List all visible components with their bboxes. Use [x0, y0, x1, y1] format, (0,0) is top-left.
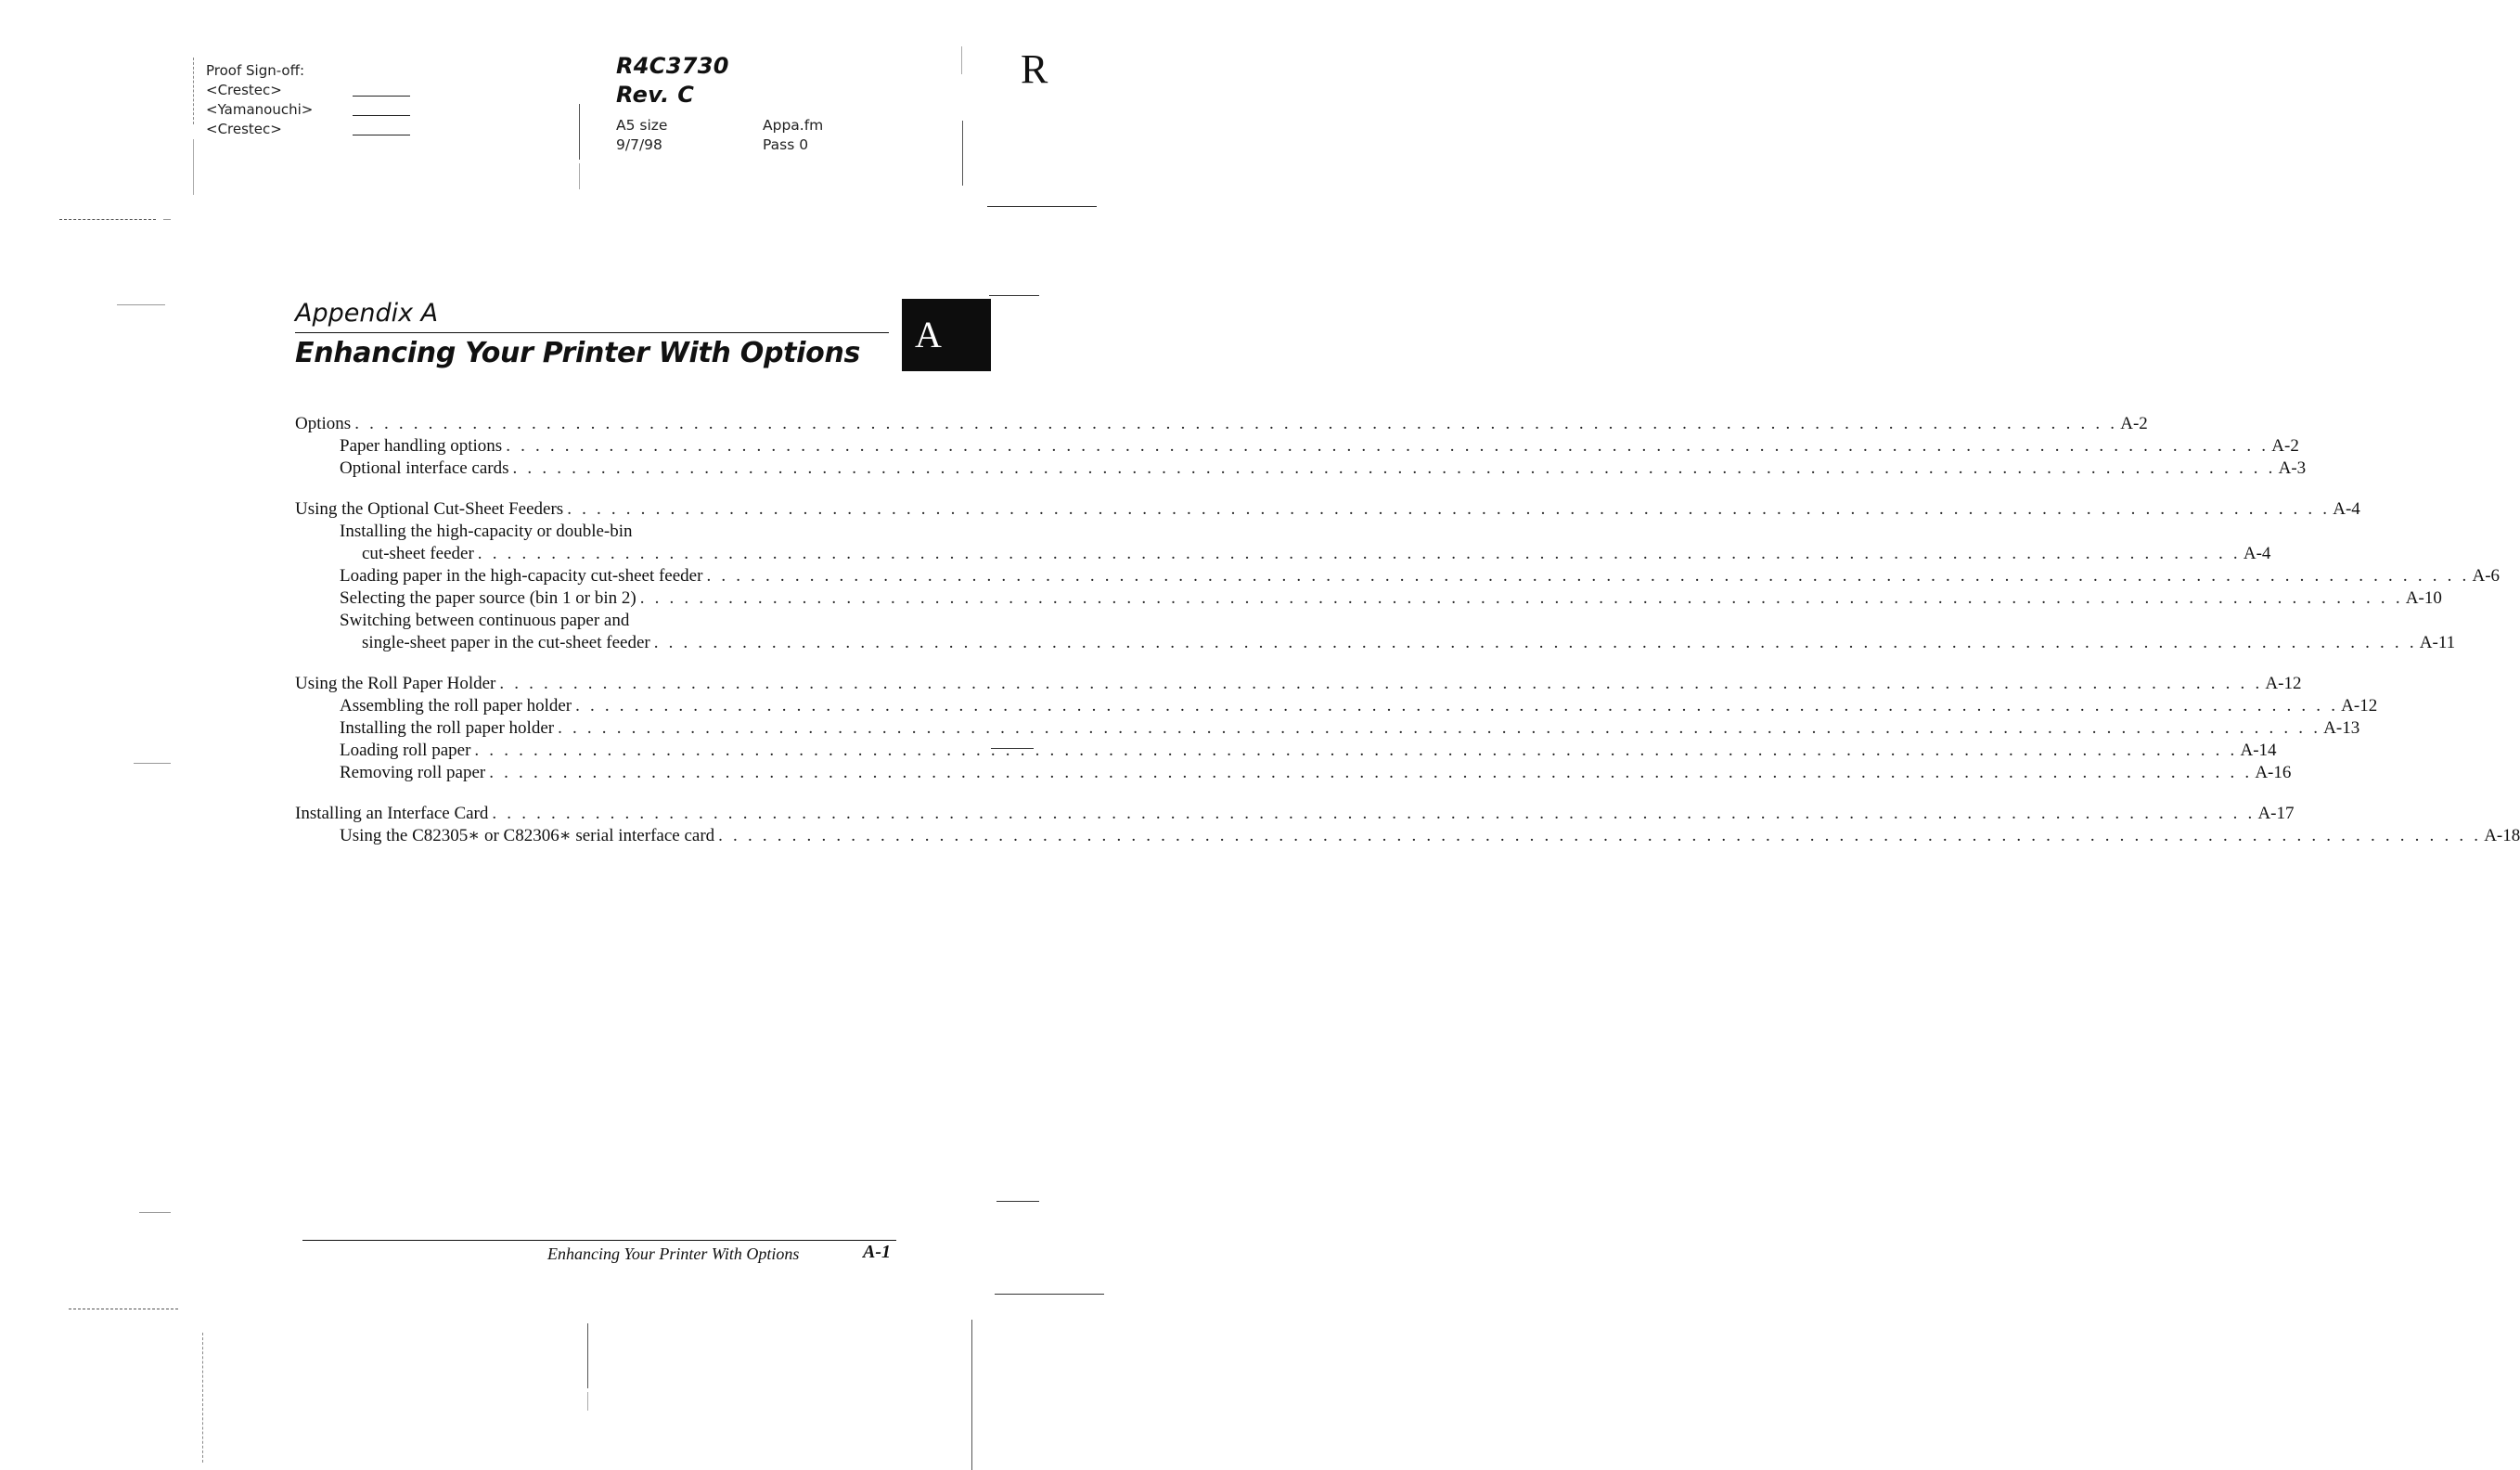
crop-mark [587, 1323, 588, 1388]
toc-entry[interactable] [295, 673, 2302, 695]
crop-mark [134, 763, 171, 764]
signature-line [353, 123, 410, 135]
toc-entry-page: A-6 [2472, 566, 2501, 586]
toc-entry[interactable] [295, 521, 889, 543]
signature-line [353, 104, 410, 116]
toc-section [295, 498, 2501, 654]
toc-leader-dots: . . . . . . . . . . . . . . . . . . . . . . . . . . . . . . . . . . . . . . . . . . . . . . . . . . . . . . . . . . . . . . . . . . . . . . . . . . . . . . . . . . . . . . . . . . . . . . . . . . . . . . . . . . . . . . . . . . . . . . . . [354, 414, 2118, 433]
toc-section [295, 673, 2378, 784]
crop-mark [989, 295, 1039, 296]
toc-entry-label: Paper handling options [340, 436, 503, 456]
toc-entry[interactable] [295, 543, 2271, 565]
table-of-contents [295, 413, 2520, 866]
toc-entry[interactable] [295, 413, 2148, 435]
document-code: R4C3730 [616, 53, 729, 79]
toc-leader-dots: . . . . . . . . . . . . . . . . . . . . . . . . . . . . . . . . . . . . . . . . . . . . . . . . . . . . . . . . . . . . . . . . . . . . . . . . . . . . . . . . . . . . . . . . . . . . . . . . . . . . . . . . . . . . . . . . . . . . . . . . [512, 458, 2276, 478]
toc-entry-label: Options [295, 414, 352, 433]
crop-mark [961, 46, 962, 74]
toc-entry-label: Loading paper in the high-capacity cut-sheet feeder [340, 566, 703, 586]
toc-leader-dots: . . . . . . . . . . . . . . . . . . . . . . . . . . . . . . . . . . . . . . . . . . . . . . . . . . . . . . . . . . . . . . . . . . . . . . . . . . . . . . . . . . . . . . . . . . . . . . . . . . . . . . . . . . . . . . . . . . . . . . . . [499, 674, 2263, 693]
chapter-thumb-tab: A [902, 299, 991, 371]
document-pass: Pass 0 [763, 136, 809, 153]
proof-signer-row [206, 81, 410, 100]
appendix-label: Appendix A [295, 299, 439, 328]
toc-entry[interactable] [295, 632, 2456, 654]
crop-mark [139, 1212, 171, 1213]
toc-entry-page: A-12 [2341, 696, 2378, 716]
crop-mark [995, 1294, 1104, 1295]
toc-leader-dots: . . . . . . . . . . . . . . . . . . . . . . . . . . . . . . . . . . . . . . . . . . . . . . . . . . . . . . . . . . . . . . . . . . . . . . . . . . . . . . . . . . . . . . . . . . . . . . . . . . . . . . . . . . . . . . . . . . . . . . . . [506, 436, 2269, 456]
toc-leader-dots: . . . . . . . . . . . . . . . . . . . . . . . . . . . . . . . . . . . . . . . . . . . . . . . . . . . . . . . . . . . . . . . . . . . . . . . . . . . . . . . . . . . . . . . . . . . . . . . . . . . . . . . . . . . . . . . . . . . . . . . . [477, 544, 2241, 563]
toc-entry-label: Installing an Interface Card [295, 804, 489, 823]
document-file: Appa.fm [763, 117, 824, 134]
toc-entry[interactable] [295, 498, 2360, 521]
toc-entry-page: A-4 [2333, 499, 2360, 519]
toc-leader-dots: . . . . . . . . . . . . . . . . . . . . . . . . . . . . . . . . . . . . . . . . . . . . . . . . . . . . . . . . . . . . . . . . . . . . . . . . . . . . . . . . . . . . . . . . . . . . . . . . . . . . . . . . . . . . . . . . . . . . . . . . [492, 804, 2256, 823]
toc-entry-label: Assembling the roll paper holder [340, 696, 572, 716]
document-id [616, 52, 729, 110]
crop-mark [163, 219, 171, 220]
toc-entry[interactable] [295, 825, 2520, 847]
proof-signer: <Yamanouchi> [206, 101, 314, 118]
toc-section [295, 413, 2307, 480]
proof-signer: <Crestec> [206, 82, 282, 98]
toc-entry-page: A-3 [2278, 458, 2307, 478]
toc-entry[interactable] [295, 803, 2295, 825]
crop-mark [587, 1392, 588, 1411]
toc-entry-label: cut-sheet feeder [362, 544, 474, 563]
toc-entry-page: A-18 [2484, 826, 2520, 845]
toc-entry-label: single-sheet paper in the cut-sheet feeder [362, 633, 650, 652]
toc-entry[interactable] [295, 435, 2299, 458]
toc-entry-label: Installing the roll paper holder [340, 718, 555, 738]
toc-leader-dots: . . . . . . . . . . . . . . . . . . . . . . . . . . . . . . . . . . . . . . . . . . . . . . . . . . . . . . . . . . . . . . . . . . . . . . . . . . . . . . . . . . . . . . . . . . . . . . . . . . . . . . . . . . . . . . . . . . . . . . . . [489, 763, 2253, 782]
toc-entry-label: Using the Roll Paper Holder [295, 674, 496, 693]
proof-signoff [206, 61, 410, 139]
proof-heading: Proof Sign-off: [206, 62, 304, 79]
document-size: A5 size [616, 117, 668, 134]
toc-entry-page: A-4 [2243, 544, 2271, 563]
document-meta-right [763, 116, 823, 155]
toc-entry-label: Switching between continuous paper and [340, 611, 630, 630]
proof-signer-row [206, 100, 410, 120]
toc-entry-page: A-10 [2405, 588, 2442, 608]
toc-entry-page: A-14 [2240, 741, 2277, 760]
toc-leader-dots: . . . . . . . . . . . . . . . . . . . . . . . . . . . . . . . . . . . . . . . . . . . . . . . . . . . . . . . . . . . . . . . . . . . . . . . . . . . . . . . . . . . . . . . . . . . . . . . . . . . . . . . . . . . . . . . . . . . . . . . . [575, 696, 2339, 716]
toc-leader-dots: . . . . . . . . . . . . . . . . . . . . . . . . . . . . . . . . . . . . . . . . . . . . . . . . . . . . . . . . . . . . . . . . . . . . . . . . . . . . . . . . . . . . . . . . . . . . . . . . . . . . . . . . . . . . . . . . . . . . . . . . [706, 566, 2470, 586]
crop-mark [996, 1201, 1039, 1202]
toc-entry-page: A-13 [2323, 718, 2360, 738]
toc-entry-page: A-12 [2265, 674, 2302, 693]
toc-leader-dots: . . . . . . . . . . . . . . . . . . . . . . . . . . . . . . . . . . . . . . . . . . . . . . . . . . . . . . . . . . . . . . . . . . . . . . . . . . . . . . . . . . . . . . . . . . . . . . . . . . . . . . . . . . . . . . . . . . . . . . . . [639, 588, 2403, 608]
crop-mark [579, 104, 580, 160]
crop-mark [202, 1333, 203, 1463]
footer-title: Enhancing Your Printer With Options [547, 1244, 800, 1263]
toc-entry-page: A-17 [2257, 804, 2295, 823]
crop-mark [971, 1320, 972, 1470]
proof-signer-row [206, 120, 410, 139]
toc-leader-dots: . . . . . . . . . . . . . . . . . . . . . . . . . . . . . . . . . . . . . . . . . . . . . . . . . . . . . . . . . . . . . . . . . . . . . . . . . . . . . . . . . . . . . . . . . . . . . . . . . . . . . . . . . . . . . . . . . . . . . . . . [474, 741, 2238, 760]
crop-mark [117, 304, 165, 305]
toc-leader-dots: . . . . . . . . . . . . . . . . . . . . . . . . . . . . . . . . . . . . . . . . . . . . . . . . . . . . . . . . . . . . . . . . . . . . . . . . . . . . . . . . . . . . . . . . . . . . . . . . . . . . . . . . . . . . . . . . . . . . . . . . [558, 718, 2321, 738]
crop-mark [579, 163, 580, 189]
toc-entry[interactable] [295, 717, 2360, 740]
document-revision: Rev. C [616, 82, 695, 108]
toc-entry[interactable] [295, 740, 2277, 762]
signature-line [353, 84, 410, 97]
title-rule [295, 332, 889, 333]
page-number: A-1 [863, 1242, 891, 1262]
toc-section [295, 803, 2520, 847]
document-meta-left [616, 116, 667, 155]
toc-entry-label: Using the C82305∗ or C82306∗ serial interface card [340, 826, 715, 845]
toc-leader-dots: . . . . . . . . . . . . . . . . . . . . . . . . . . . . . . . . . . . . . . . . . . . . . . . . . . . . . . . . . . . . . . . . . . . . . . . . . . . . . . . . . . . . . . . . . . . . . . . . . . . . . . . . . . . . . . . . . . . . . . . . [718, 826, 2482, 845]
crop-mark [987, 206, 1097, 207]
toc-entry-label: Loading roll paper [340, 741, 471, 760]
crop-mark [962, 121, 963, 186]
toc-entry-page: A-11 [2419, 633, 2456, 652]
toc-entry[interactable] [295, 587, 2442, 610]
toc-entry[interactable] [295, 458, 2307, 480]
toc-entry-label: Optional interface cards [340, 458, 509, 478]
toc-entry[interactable] [295, 762, 2292, 784]
toc-leader-dots: . . . . . . . . . . . . . . . . . . . . . . . . . . . . . . . . . . . . . . . . . . . . . . . . . . . . . . . . . . . . . . . . . . . . . . . . . . . . . . . . . . . . . . . . . . . . . . . . . . . . . . . . . . . . . . . . . . . . . . . . [567, 499, 2331, 519]
toc-entry[interactable] [295, 565, 2501, 587]
toc-entry-page: A-16 [2255, 763, 2292, 782]
corner-mark: R [1021, 46, 1048, 92]
crop-mark [59, 219, 156, 220]
toc-entry-page: A-2 [2120, 414, 2148, 433]
toc-entry-label: Removing roll paper [340, 763, 486, 782]
chapter-title: Enhancing Your Printer With Options [295, 337, 861, 369]
toc-entry-label: Selecting the paper source (bin 1 or bin 2) [340, 588, 636, 608]
proof-signer: <Crestec> [206, 121, 282, 137]
toc-entry[interactable] [295, 610, 889, 632]
toc-entry-page: A-2 [2271, 436, 2299, 456]
crop-mark [193, 139, 194, 195]
document-date: 9/7/98 [616, 136, 662, 153]
toc-entry-label: Installing the high-capacity or double-bin [340, 522, 633, 541]
toc-entry[interactable] [295, 695, 2378, 717]
toc-entry-label: Using the Optional Cut-Sheet Feeders [295, 499, 564, 519]
toc-leader-dots: . . . . . . . . . . . . . . . . . . . . . . . . . . . . . . . . . . . . . . . . . . . . . . . . . . . . . . . . . . . . . . . . . . . . . . . . . . . . . . . . . . . . . . . . . . . . . . . . . . . . . . . . . . . . . . . . . . . . . . . . [653, 633, 2417, 652]
crop-mark [193, 58, 194, 124]
